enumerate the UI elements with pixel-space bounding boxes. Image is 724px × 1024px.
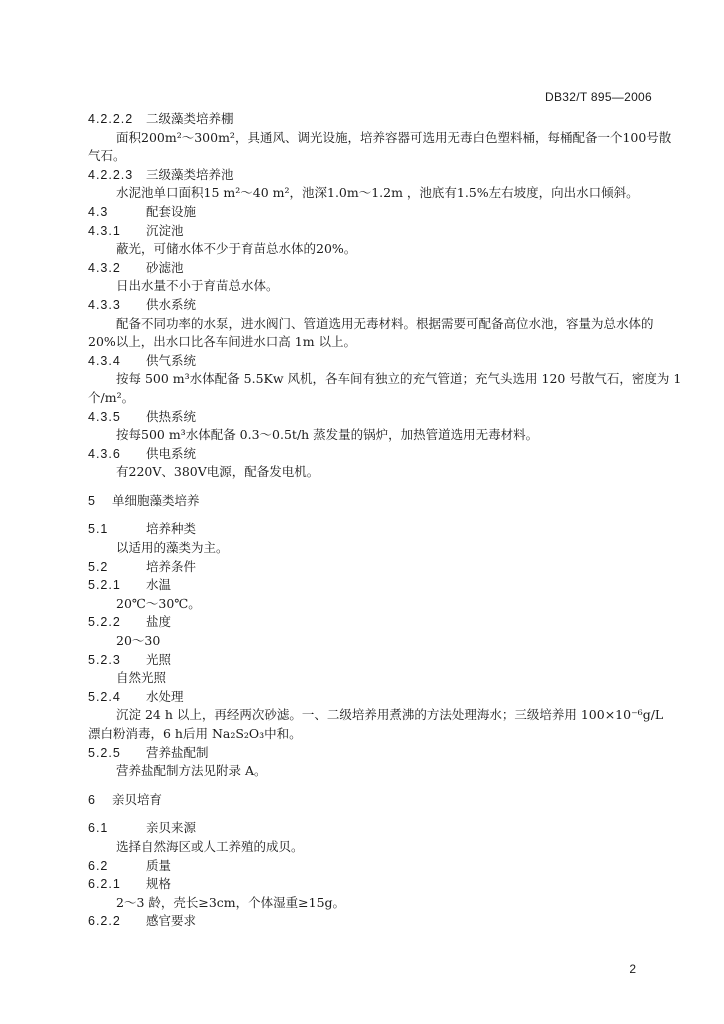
clause-title: 规格 bbox=[146, 876, 172, 892]
clause-number: 4.2.2.3 bbox=[88, 167, 134, 182]
clause-number: 4.3.6 bbox=[88, 446, 121, 461]
clause-number: 5.2.3 bbox=[88, 652, 121, 667]
clause-number: 6.1 bbox=[88, 821, 109, 836]
paragraph-line: 有220V、380V电源，配备发电机。 bbox=[116, 464, 320, 480]
clause-number: 5.2.4 bbox=[88, 689, 121, 704]
clause-title: 亲贝来源 bbox=[146, 820, 197, 836]
paragraph-line: 蔽光，可储水体不少于育苗总水体的20%。 bbox=[116, 241, 357, 257]
clause-title: 营养盐配制 bbox=[146, 744, 209, 760]
paragraph-line: 2～3 龄，壳长≥3cm，个体湿重≥15g。 bbox=[116, 894, 346, 910]
paragraph-line: 20℃～30℃。 bbox=[116, 595, 201, 611]
clause-title: 二级藻类培养棚 bbox=[146, 111, 234, 126]
section-heading bbox=[88, 492, 664, 511]
clause-title: 光照 bbox=[146, 651, 172, 667]
paragraph-continuation: 气石。 bbox=[88, 148, 126, 164]
clause-title: 亲贝培育 bbox=[112, 791, 163, 807]
clause-heading bbox=[88, 203, 664, 222]
clause-heading bbox=[88, 875, 664, 894]
clause-number: 5.2.5 bbox=[88, 745, 121, 760]
clause-heading bbox=[88, 576, 664, 595]
page-number: 2 bbox=[629, 962, 636, 976]
clause-heading bbox=[88, 520, 664, 539]
paragraph-line: 水泥池单口面积15 m²～40 m²，池深1.0m～1.2m ，池底有1.5%左右坡度，向出水口倾斜。 bbox=[116, 185, 639, 201]
clause-heading bbox=[88, 613, 664, 632]
document-code: DB32/T 895—2006 bbox=[544, 90, 652, 104]
clause-number: 5.2.2 bbox=[88, 615, 121, 630]
clause-number: 6 bbox=[88, 792, 96, 807]
clause-heading bbox=[88, 166, 664, 185]
clause-number: 4.3 bbox=[88, 204, 109, 219]
paragraph-line: 以适用的藻类为主。 bbox=[116, 540, 229, 556]
clause-title: 供热系统 bbox=[146, 408, 197, 424]
paragraph-line: 面积200m²～300m²，具通风、调光设施，培养容器可选用无毒白色塑料桶，每桶配备一个100号散 bbox=[116, 129, 672, 145]
paragraph-line: 按每500 m³水体配备 0.3～0.5t/h 蒸发量的锅炉，加热管道选用无毒材料。 bbox=[116, 427, 539, 443]
paragraph-line: 选择自然海区或人工养殖的成贝。 bbox=[116, 838, 304, 854]
clause-heading bbox=[88, 222, 664, 241]
clause-heading bbox=[88, 744, 664, 763]
clause-number: 4.3.1 bbox=[88, 223, 121, 238]
clause-heading bbox=[88, 259, 664, 278]
clause-title: 感官要求 bbox=[146, 913, 197, 929]
paragraph-line: 按每 500 m³水体配备 5.5Kw 风机，各车间有独立的充气管道；充气头选用 120 号散气石，密度为 1 bbox=[116, 371, 682, 387]
clause-number: 5.2.1 bbox=[88, 578, 121, 593]
clause-heading bbox=[88, 688, 664, 707]
clause-heading bbox=[88, 296, 664, 315]
document-body bbox=[88, 110, 682, 931]
paragraph-line: 沉淀 24 h 以上，再经两次砂滤。一、二级培养用煮沸的方法处理海水；三级培养用 100×10⁻⁶g/L bbox=[116, 707, 664, 723]
clause-number: 4.3.3 bbox=[88, 297, 121, 312]
clause-title: 三级藻类培养池 bbox=[146, 166, 234, 182]
clause-heading bbox=[88, 110, 664, 129]
clause-number: 6.2 bbox=[88, 858, 109, 873]
clause-title: 供气系统 bbox=[146, 352, 197, 368]
clause-number: 6.2.2 bbox=[88, 914, 121, 929]
clause-number: 5.1 bbox=[88, 522, 109, 537]
clause-number: 5 bbox=[88, 493, 96, 508]
section-heading bbox=[88, 791, 664, 810]
paragraph-line: 自然光照 bbox=[116, 670, 167, 686]
paragraph-line: 20～30 bbox=[116, 633, 161, 649]
clause-heading bbox=[88, 445, 664, 464]
clause-title: 沉淀池 bbox=[146, 222, 184, 238]
paragraph-line: 配备不同功率的水泵，进水阀门、管道选用无毒材料。根据需要可配备高位水池，容量为总水体的 bbox=[116, 315, 654, 331]
paragraph-line: 日出水量不小于育苗总水体。 bbox=[116, 278, 279, 294]
clause-title: 砂滤池 bbox=[146, 259, 184, 275]
clause-heading bbox=[88, 558, 664, 577]
clause-heading bbox=[88, 408, 664, 427]
clause-heading bbox=[88, 352, 664, 371]
clause-number: 6.2.1 bbox=[88, 877, 121, 892]
paragraph-line: 营养盐配制方法见附录 A。 bbox=[116, 763, 267, 779]
clause-title: 水温 bbox=[146, 577, 172, 593]
clause-heading bbox=[88, 857, 664, 876]
clause-title: 培养种类 bbox=[146, 521, 197, 537]
clause-title: 配套设施 bbox=[146, 203, 197, 219]
clause-number: 4.3.5 bbox=[88, 409, 121, 424]
clause-number: 5.2 bbox=[88, 559, 109, 574]
clause-heading bbox=[88, 651, 664, 670]
clause-title: 培养条件 bbox=[146, 558, 197, 574]
paragraph-continuation: 个/m²。 bbox=[88, 389, 135, 405]
clause-heading bbox=[88, 819, 664, 838]
clause-number: 4.2.2.2 bbox=[88, 112, 134, 126]
clause-number: 4.3.2 bbox=[88, 260, 121, 275]
clause-title: 质量 bbox=[146, 857, 172, 873]
clause-title: 供电系统 bbox=[146, 445, 197, 461]
paragraph-continuation: 漂白粉消毒，6 h后用 Na₂S₂O₃中和。 bbox=[88, 726, 302, 741]
clause-title: 供水系统 bbox=[146, 296, 197, 312]
clause-number: 4.3.4 bbox=[88, 353, 121, 368]
clause-heading bbox=[88, 912, 664, 931]
paragraph-continuation: 20%以上，出水口比各车间进水口高 1m 以上。 bbox=[88, 334, 357, 350]
clause-title: 单细胞藻类培养 bbox=[112, 492, 200, 508]
clause-title: 盐度 bbox=[146, 614, 172, 630]
clause-title: 水处理 bbox=[146, 688, 184, 704]
